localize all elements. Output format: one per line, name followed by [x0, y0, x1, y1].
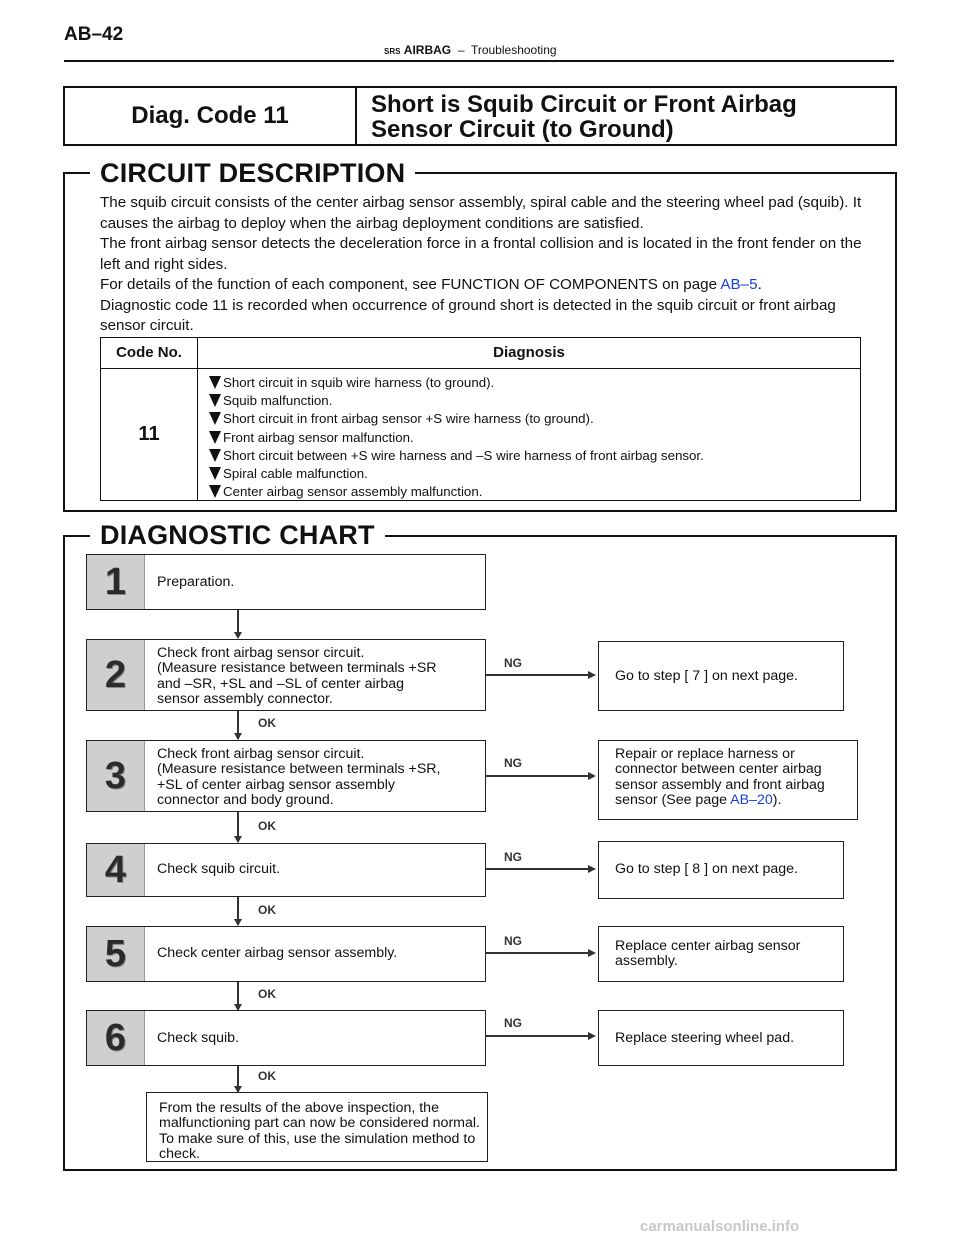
connector-line: [486, 1035, 590, 1037]
header-dash: –: [457, 43, 465, 57]
arrow-down-icon: [234, 919, 242, 926]
arrow-down-icon: [234, 632, 242, 639]
list-item: [209, 447, 849, 465]
final-result-box: [146, 1092, 488, 1162]
list-item: [209, 465, 849, 483]
diagnostic-chart-heading: DIAGNOSTIC CHART: [90, 520, 385, 551]
result-3-text: [615, 747, 825, 809]
circuit-p3-end: .: [757, 276, 762, 293]
table-cell-code: 11: [138, 423, 160, 445]
result-6-box: [598, 1010, 844, 1066]
final-result-text: From the results of the above inspection, the malfunctioning part can now be considered normal. To make sure of this, use the simulation method to check.: [159, 1100, 480, 1163]
title-line-2: Sensor Circuit (to Ground): [371, 116, 674, 143]
diag-code-title: Diag. Code 11: [65, 88, 357, 144]
arrow-right-icon: [588, 671, 596, 679]
diagnosis-item-text: Squib malfunction.: [223, 393, 333, 409]
step-2-number: 2: [87, 640, 145, 710]
diagnosis-item-text: Front airbag sensor malfunction.: [223, 429, 414, 445]
circuit-description-heading: CIRCUIT DESCRIPTION: [90, 158, 415, 189]
step-4-text: [157, 862, 280, 877]
step-6-number: 6: [87, 1011, 145, 1065]
step-line: Check front airbag sensor circuit.: [157, 645, 365, 661]
ok-label: OK: [258, 819, 276, 833]
diagnosis-item-text: Center airbag sensor assembly malfunction.: [223, 484, 483, 500]
step-6-text: [157, 1031, 239, 1046]
arrow-right-icon: [588, 865, 596, 873]
step-3-number: 3: [87, 741, 145, 811]
list-item: [209, 483, 849, 501]
connector-line: [486, 775, 590, 777]
srs-label: SRS: [384, 47, 401, 56]
circuit-paragraph-3: [100, 275, 872, 296]
bullet-triangle-icon: [209, 412, 221, 425]
step-1-box: [86, 554, 486, 610]
header-rule: [64, 60, 894, 62]
title-line-1: Short is Squib Circuit or Front Airbag: [371, 91, 797, 118]
circuit-paragraph-4: Diagnostic code 11 is recorded when occurrence of ground short is detected in the squib circuit or front airbag sensor circuit.: [100, 296, 836, 334]
step-line: Check squib circuit.: [157, 861, 281, 877]
step-line: +SL of center airbag sensor assembly: [157, 776, 396, 793]
result-line-text: sensor (See page: [615, 792, 731, 809]
connector-line: [486, 674, 590, 676]
arrow-right-icon: [588, 772, 596, 780]
result-5-text: [615, 939, 800, 970]
step-3-box: [86, 740, 486, 812]
diagnosis-item-text: Short circuit in squib wire harness (to ground).: [223, 375, 495, 390]
circuit-p3-text: For details of the function of each component, see FUNCTION OF COMPONENTS on page: [100, 276, 721, 293]
bullet-triangle-icon: [209, 376, 221, 389]
page-link-ab5[interactable]: AB–5: [720, 276, 758, 293]
table-header-diagnosis: Diagnosis: [493, 344, 565, 361]
step-line: connector and body ground.: [157, 792, 334, 809]
bullet-triangle-icon: [209, 449, 221, 462]
step-line: Preparation.: [157, 574, 235, 590]
ng-label: NG: [504, 656, 522, 670]
result-line: assembly.: [615, 953, 678, 970]
arrow-right-icon: [588, 1032, 596, 1040]
circuit-paragraph-1: The squib circuit consists of the center airbag sensor assembly, spiral cable and the steering wheel pad (squib). It causes the airbag to deploy when the airbag deployment conditions are satisfied.: [100, 194, 862, 232]
ok-label: OK: [258, 1069, 276, 1083]
result-5-box: [598, 926, 844, 982]
step-line: (Measure resistance between terminals +SR: [157, 660, 437, 677]
step-6-box: [86, 1010, 486, 1066]
diag-code-description: [371, 92, 891, 142]
ok-label: OK: [258, 716, 276, 730]
list-item: [209, 374, 849, 392]
step-line: Check front airbag sensor circuit.: [157, 746, 365, 762]
bullet-triangle-icon: [209, 431, 221, 444]
bullet-triangle-icon: [209, 394, 221, 407]
list-item: [209, 429, 849, 447]
result-6-text: Replace steering wheel pad.: [615, 1030, 795, 1046]
title-box: [63, 86, 897, 146]
section-header: [384, 43, 557, 57]
connector-line: [486, 952, 590, 954]
result-line: Replace center airbag sensor: [615, 938, 801, 954]
result-line: sensor assembly and front airbag: [615, 776, 825, 793]
step-2-box: [86, 639, 486, 711]
diagnosis-table: [100, 337, 861, 501]
step-line: Check center airbag sensor assembly.: [157, 945, 398, 961]
arrow-right-icon: [588, 949, 596, 957]
step-5-box: [86, 926, 486, 982]
section-name: AIRBAG: [403, 43, 452, 57]
step-1-number: 1: [87, 555, 145, 609]
ok-label: OK: [258, 987, 276, 1001]
table-header-rule: [101, 368, 860, 369]
arrow-down-icon: [234, 836, 242, 843]
diagnosis-item-text: Short circuit in front airbag sensor +S wire harness (to ground).: [223, 411, 594, 427]
connector-line: [486, 868, 590, 870]
diagnosis-list: [209, 374, 849, 501]
watermark-text: carmanualsonline.info: [640, 1218, 800, 1235]
step-line: (Measure resistance between terminals +SR,: [157, 761, 441, 778]
result-line-end: ).: [772, 792, 782, 809]
bullet-triangle-icon: [209, 485, 221, 498]
step-3-text: [157, 747, 440, 809]
list-item: [209, 392, 849, 410]
result-4-text: Go to step [ 8 ] on next page.: [615, 861, 798, 877]
result-3-box: [598, 740, 858, 820]
ng-label: NG: [504, 850, 522, 864]
result-4-box: [598, 841, 844, 899]
bullet-triangle-icon: [209, 467, 221, 480]
table-header-code: Code No.: [116, 344, 182, 361]
step-4-box: [86, 843, 486, 897]
step-line: Check squib.: [157, 1030, 240, 1046]
page-link-ab20[interactable]: AB–20: [730, 792, 773, 809]
result-line: Repair or replace harness or: [615, 746, 795, 762]
result-line: connector between center airbag: [615, 761, 822, 778]
result-line: [615, 793, 825, 808]
circuit-description-text: [100, 193, 872, 337]
subsection-name: Troubleshooting: [470, 43, 557, 57]
step-1-text: [157, 575, 234, 590]
page-code: AB–42: [64, 24, 124, 45]
arrow-down-icon: [234, 733, 242, 740]
step-5-number: 5: [87, 927, 145, 981]
step-5-text: [157, 946, 397, 961]
step-2-text: [157, 646, 437, 708]
ng-label: NG: [504, 934, 522, 948]
diagnosis-item-text: Spiral cable malfunction.: [223, 466, 368, 482]
result-2-text: Go to step [ 7 ] on next page.: [615, 668, 798, 684]
diagnosis-item-text: Short circuit between +S wire harness and –S wire harness of front airbag sensor.: [223, 447, 704, 463]
ok-label: OK: [258, 903, 276, 917]
step-line: sensor assembly connector.: [157, 691, 333, 708]
result-2-box: [598, 641, 844, 711]
step-line: and –SR, +SL and –SL of center airbag: [157, 675, 405, 692]
circuit-paragraph-2: The front airbag sensor detects the deceleration force in a frontal collision and is located in the front fender on the left and right sides.: [100, 235, 862, 273]
step-4-number: 4: [87, 844, 145, 896]
ng-label: NG: [504, 1016, 522, 1030]
list-item: [209, 410, 849, 428]
ng-label: NG: [504, 756, 522, 770]
